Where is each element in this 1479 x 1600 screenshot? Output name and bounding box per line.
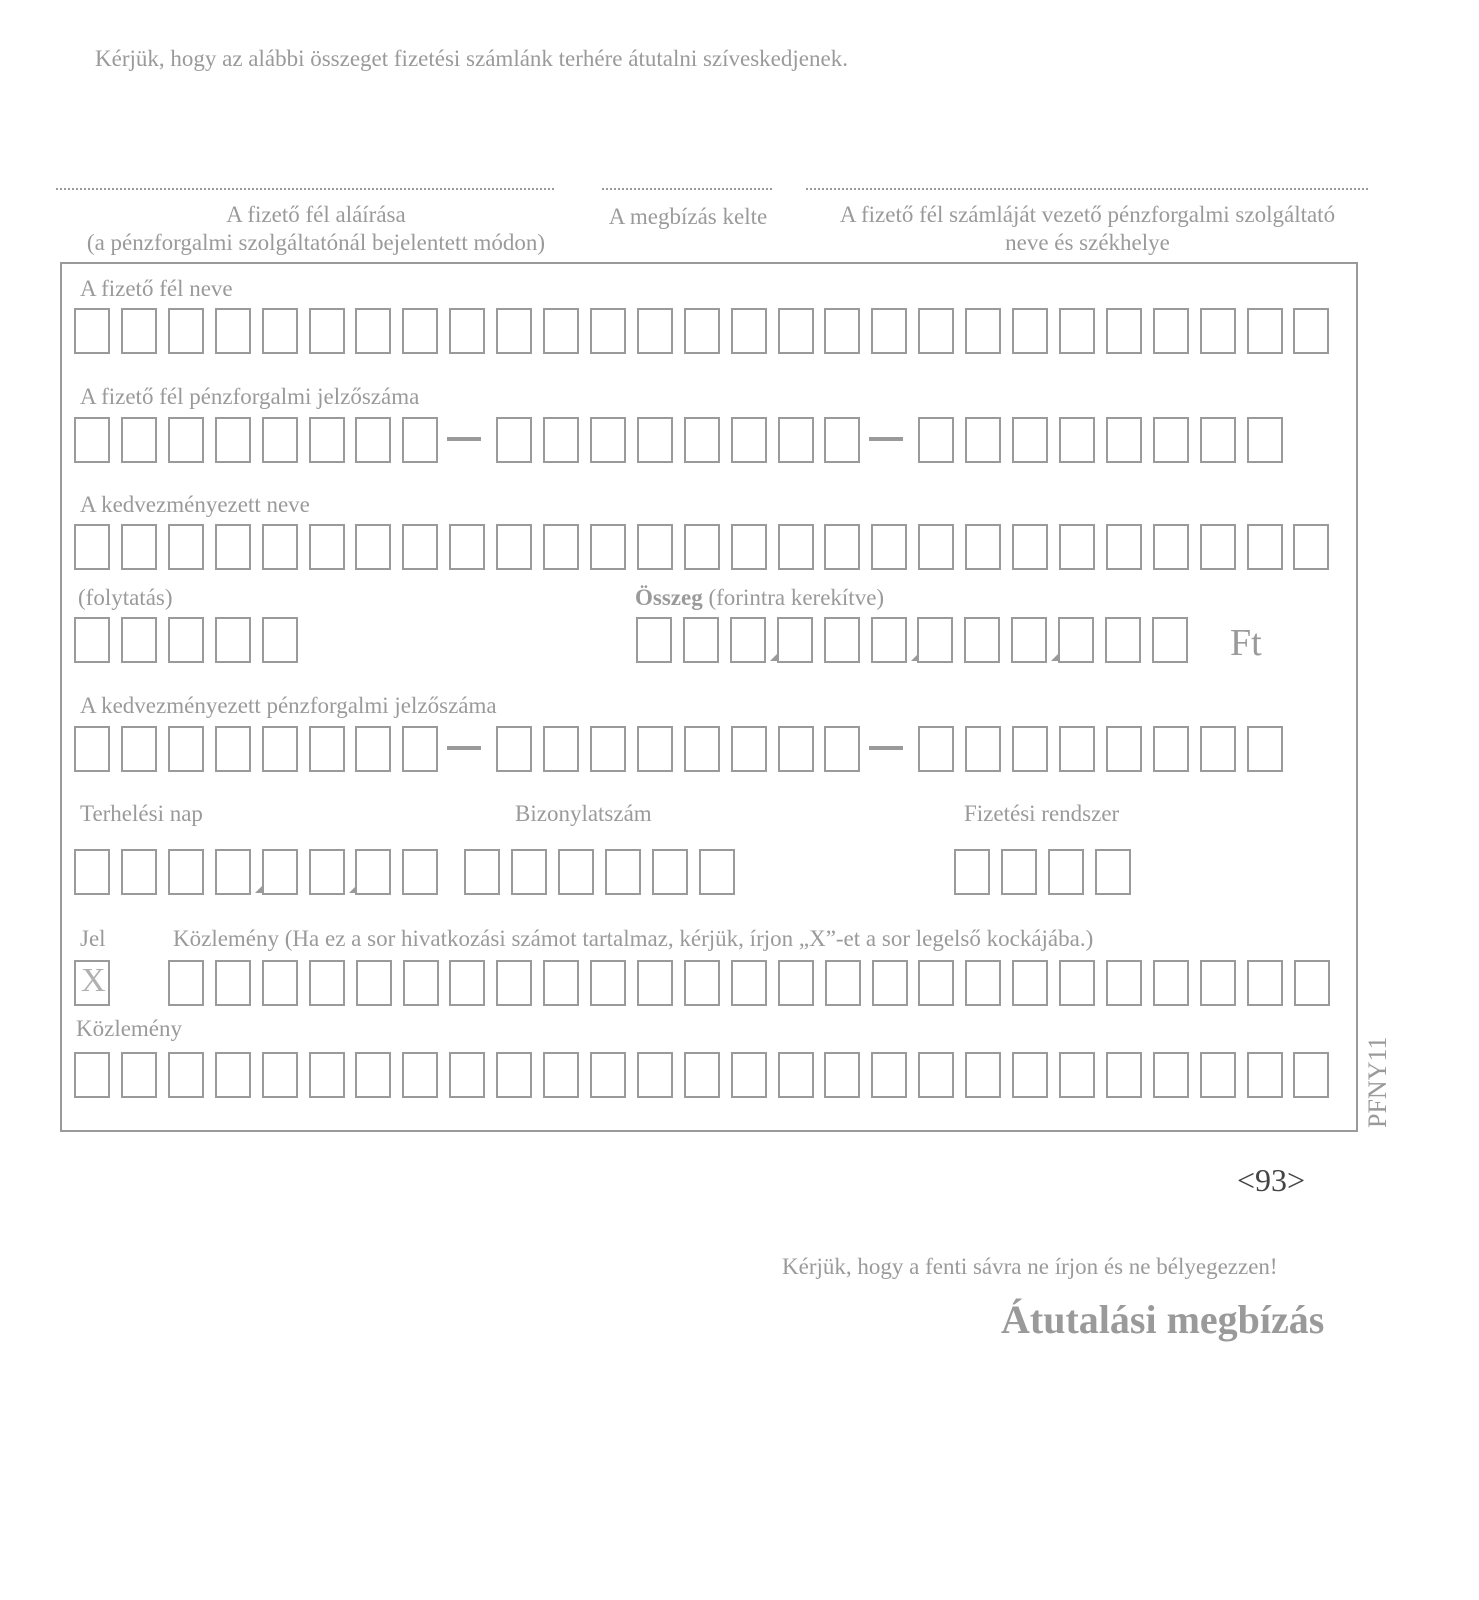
debit-day-cell[interactable]: [262, 849, 298, 895]
payer-name-cell[interactable]: [496, 308, 532, 354]
amount-label-rest: (forintra kerekítve): [708, 585, 885, 610]
beneficiary-account-cell[interactable]: [1153, 726, 1189, 772]
remittance-cell[interactable]: [449, 1052, 485, 1098]
beneficiary-account-cell[interactable]: [778, 726, 814, 772]
beneficiary-name-cell[interactable]: [778, 524, 814, 570]
remittance-cell[interactable]: [684, 1052, 720, 1098]
amount-cell[interactable]: [917, 617, 953, 663]
payer-account-cell[interactable]: [1106, 417, 1142, 463]
beneficiary-name-cell[interactable]: [637, 524, 673, 570]
amount-cell[interactable]: [1105, 617, 1141, 663]
form-code: PFNY11: [1363, 1036, 1392, 1128]
payer-account-cell[interactable]: [731, 417, 767, 463]
remittance-cell[interactable]: [309, 960, 345, 1006]
payer-name-cell[interactable]: [168, 308, 204, 354]
document-number-cell[interactable]: [605, 849, 641, 895]
remittance-cell[interactable]: [215, 1052, 251, 1098]
payer-account-cell[interactable]: [1012, 417, 1048, 463]
document-number-cell[interactable]: [558, 849, 594, 895]
beneficiary-name-cell[interactable]: [1106, 524, 1142, 570]
signature-label: [56, 203, 576, 254]
beneficiary-name-cell[interactable]: [1059, 524, 1095, 570]
beneficiary-name-cell[interactable]: [543, 524, 579, 570]
payer-account-cell[interactable]: [1200, 417, 1236, 463]
beneficiary-name-cell[interactable]: [121, 524, 157, 570]
remittance-cell[interactable]: [1012, 960, 1048, 1006]
beneficiary-name-cell[interactable]: [168, 524, 204, 570]
remittance-cell[interactable]: [778, 1052, 814, 1098]
payer-account-cell[interactable]: [778, 417, 814, 463]
beneficiary-name-cell[interactable]: [74, 524, 110, 570]
continuation-cell[interactable]: [262, 617, 298, 663]
beneficiary-account-cell[interactable]: [496, 726, 532, 772]
remittance-cell[interactable]: [262, 1052, 298, 1098]
bank-label-line1: A fizető fél számláját vezető pénzforgalmi szolgáltató: [839, 202, 1336, 227]
payer-account-cell[interactable]: [1059, 417, 1095, 463]
beneficiary-account-cell[interactable]: [309, 726, 345, 772]
debit-day-cell[interactable]: [121, 849, 157, 895]
payer-account-cell[interactable]: [543, 417, 579, 463]
payer-account-cell[interactable]: [121, 417, 157, 463]
remittance-cell[interactable]: [215, 960, 251, 1006]
remittance-cell[interactable]: [1012, 1052, 1048, 1098]
amount-cell[interactable]: [1152, 617, 1188, 663]
payment-system-label: Fizetési rendszer: [964, 801, 1120, 826]
amount-cell[interactable]: [683, 617, 719, 663]
payment-system-cell[interactable]: [1001, 849, 1037, 895]
beneficiary-name-cell[interactable]: [1247, 524, 1283, 570]
remittance-cell[interactable]: [543, 1052, 579, 1098]
remittance-cell[interactable]: [824, 1052, 860, 1098]
continuation-cell[interactable]: [121, 617, 157, 663]
bank-label: [800, 203, 1375, 254]
remittance-cell[interactable]: [590, 1052, 626, 1098]
remittance-cell[interactable]: [262, 960, 298, 1006]
payer-account-cell[interactable]: [684, 417, 720, 463]
payment-system-cell[interactable]: [1095, 849, 1131, 895]
signature-line[interactable]: [56, 188, 554, 190]
amount-cell[interactable]: [636, 617, 672, 663]
amount-label-bold: Összeg: [635, 585, 703, 610]
beneficiary-account-label: A kedvezményezett pénzforgalmi jelzőszáma: [80, 693, 497, 718]
remittance-cell[interactable]: [356, 960, 392, 1006]
remittance-cell[interactable]: [1106, 1052, 1142, 1098]
payer-name-cell[interactable]: [1059, 308, 1095, 354]
remittance-cell[interactable]: [731, 960, 767, 1006]
remittance-cell[interactable]: [496, 960, 532, 1006]
remittance-cell[interactable]: [1106, 960, 1142, 1006]
payer-name-cell[interactable]: [1293, 308, 1329, 354]
jel-label: Jel: [80, 926, 106, 951]
payer-account-label: A fizető fél pénzforgalmi jelzőszáma: [80, 384, 420, 409]
beneficiary-name-cell[interactable]: [355, 524, 391, 570]
payer-name-cell[interactable]: [1200, 308, 1236, 354]
account-dash-separator: [447, 437, 481, 441]
continuation-cell[interactable]: [215, 617, 251, 663]
beneficiary-account-cell[interactable]: [543, 726, 579, 772]
payer-account-cell[interactable]: [402, 417, 438, 463]
remittance-cell[interactable]: [1247, 1052, 1283, 1098]
payer-account-cell[interactable]: [824, 417, 860, 463]
remittance-cell[interactable]: [825, 960, 861, 1006]
beneficiary-account-cell[interactable]: [1106, 726, 1142, 772]
payer-account-cell[interactable]: [637, 417, 673, 463]
payer-name-cell[interactable]: [590, 308, 626, 354]
payer-account-cell[interactable]: [1247, 417, 1283, 463]
signature-label-line1: A fizető fél aláírása: [226, 202, 406, 227]
payer-name-cell[interactable]: [262, 308, 298, 354]
footer-note: Kérjük, hogy a fenti sávra ne írjon és ne bélyegezzen!: [782, 1254, 1278, 1279]
payer-account-cell[interactable]: [965, 417, 1001, 463]
payer-name-cell[interactable]: [309, 308, 345, 354]
beneficiary-name-cell[interactable]: [402, 524, 438, 570]
beneficiary-account-cell[interactable]: [637, 726, 673, 772]
beneficiary-name-cell[interactable]: [1293, 524, 1329, 570]
amount-cell[interactable]: [824, 617, 860, 663]
amount-cell[interactable]: [1058, 617, 1094, 663]
payer-account-cell[interactable]: [496, 417, 532, 463]
payer-name-cell[interactable]: [1012, 308, 1048, 354]
remittance-cell[interactable]: [449, 960, 485, 1006]
payer-account-cell[interactable]: [309, 417, 345, 463]
beneficiary-name-cell[interactable]: [1153, 524, 1189, 570]
payer-account-cell[interactable]: [262, 417, 298, 463]
payer-name-cell[interactable]: [215, 308, 251, 354]
document-number-label: Bizonylatszám: [515, 801, 652, 826]
beneficiary-name-cell[interactable]: [496, 524, 532, 570]
remittance-cell[interactable]: [402, 1052, 438, 1098]
payer-name-cell[interactable]: [965, 308, 1001, 354]
remittance-cell[interactable]: [918, 960, 954, 1006]
beneficiary-account-cell[interactable]: [824, 726, 860, 772]
debit-day-cell[interactable]: [355, 849, 391, 895]
beneficiary-account-cell[interactable]: [590, 726, 626, 772]
beneficiary-account-cell[interactable]: [215, 726, 251, 772]
payer-name-cell[interactable]: [402, 308, 438, 354]
payer-name-cell[interactable]: [449, 308, 485, 354]
remittance-cell[interactable]: [543, 960, 579, 1006]
beneficiary-account-cell[interactable]: [1012, 726, 1048, 772]
beneficiary-name-cell[interactable]: [449, 524, 485, 570]
currency-label: Ft: [1230, 622, 1262, 664]
beneficiary-name-cell[interactable]: [871, 524, 907, 570]
beneficiary-name-cell[interactable]: [731, 524, 767, 570]
remittance-cell[interactable]: [1059, 960, 1095, 1006]
amount-cell[interactable]: [777, 617, 813, 663]
debit-day-cell[interactable]: [168, 849, 204, 895]
payer-name-cell[interactable]: [543, 308, 579, 354]
jel-x-mark: X: [81, 962, 106, 999]
continuation-cell[interactable]: [74, 617, 110, 663]
beneficiary-name-cell[interactable]: [918, 524, 954, 570]
payer-name-cell[interactable]: [355, 308, 391, 354]
remittance-cell[interactable]: [1200, 960, 1236, 1006]
payer-account-cell[interactable]: [168, 417, 204, 463]
beneficiary-account-cell[interactable]: [262, 726, 298, 772]
payer-account-cell[interactable]: [74, 417, 110, 463]
payer-name-cell[interactable]: [74, 308, 110, 354]
remittance-cell[interactable]: [590, 960, 626, 1006]
remittance-cell[interactable]: [74, 1052, 110, 1098]
remittance-cell[interactable]: [684, 960, 720, 1006]
debit-day-cell[interactable]: [309, 849, 345, 895]
beneficiary-name-cell[interactable]: [824, 524, 860, 570]
beneficiary-name-cell[interactable]: [684, 524, 720, 570]
document-number-cell[interactable]: [652, 849, 688, 895]
payer-name-cell[interactable]: [1106, 308, 1142, 354]
amount-cell[interactable]: [730, 617, 766, 663]
payer-name-cell[interactable]: [778, 308, 814, 354]
remittance-cell[interactable]: [121, 1052, 157, 1098]
date-line[interactable]: [602, 188, 772, 190]
account-dash-separator: [869, 746, 903, 750]
payer-account-cell[interactable]: [215, 417, 251, 463]
beneficiary-account-cell[interactable]: [1200, 726, 1236, 772]
beneficiary-name-cell[interactable]: [590, 524, 626, 570]
remittance-cell[interactable]: [168, 960, 204, 1006]
signature-label-line2: (a pénzforgalmi szolgáltatónál bejelentett módon): [86, 230, 546, 255]
remittance-cell[interactable]: [403, 960, 439, 1006]
amount-label: [635, 586, 884, 609]
beneficiary-name-cell[interactable]: [965, 524, 1001, 570]
remittance-cell[interactable]: [1153, 1052, 1189, 1098]
bank-line[interactable]: [806, 188, 1368, 190]
payer-name-cell[interactable]: [637, 308, 673, 354]
beneficiary-name-cell[interactable]: [1012, 524, 1048, 570]
debit-day-cell[interactable]: [215, 849, 251, 895]
amount-cell[interactable]: [964, 617, 1000, 663]
payer-name-cell[interactable]: [871, 308, 907, 354]
payer-name-cell[interactable]: [824, 308, 860, 354]
beneficiary-account-cell[interactable]: [355, 726, 391, 772]
beneficiary-account-cell[interactable]: [74, 726, 110, 772]
remittance-cell[interactable]: [918, 1052, 954, 1098]
remittance-cell[interactable]: [1153, 960, 1189, 1006]
beneficiary-account-cell[interactable]: [168, 726, 204, 772]
beneficiary-account-cell[interactable]: [1059, 726, 1095, 772]
payer-name-cell[interactable]: [731, 308, 767, 354]
payment-system-cell[interactable]: [1048, 849, 1084, 895]
payer-name-label: A fizető fél neve: [80, 276, 233, 301]
remittance-cell[interactable]: [637, 1052, 673, 1098]
bank-label-line2: neve és székhelye: [1005, 230, 1170, 255]
document-number-cell[interactable]: [511, 849, 547, 895]
remittance-label-1: Közlemény (Ha ez a sor hivatkozási számot tartalmaz, kérjük, írjon „X”-et a sor legelső kockájába.): [173, 926, 1094, 951]
remittance-label-2: Közlemény: [76, 1016, 183, 1041]
beneficiary-account-cell[interactable]: [402, 726, 438, 772]
beneficiary-name-label: A kedvezményezett neve: [80, 492, 310, 517]
remittance-cell[interactable]: [872, 960, 908, 1006]
remittance-cell[interactable]: [637, 960, 673, 1006]
remittance-cell[interactable]: [731, 1052, 767, 1098]
beneficiary-account-cell[interactable]: [965, 726, 1001, 772]
remittance-cell[interactable]: [355, 1052, 391, 1098]
page-number: <93>: [1237, 1162, 1306, 1198]
account-dash-separator: [447, 746, 481, 750]
beneficiary-name-cell[interactable]: [262, 524, 298, 570]
remittance-cell[interactable]: [309, 1052, 345, 1098]
beneficiary-account-cell[interactable]: [918, 726, 954, 772]
debit-day-cell[interactable]: [74, 849, 110, 895]
debit-day-cell[interactable]: [402, 849, 438, 895]
beneficiary-account-cell[interactable]: [1247, 726, 1283, 772]
beneficiary-name-cell[interactable]: [1200, 524, 1236, 570]
remittance-cell[interactable]: [1059, 1052, 1095, 1098]
amount-cell[interactable]: [1011, 617, 1047, 663]
payer-name-cell[interactable]: [1247, 308, 1283, 354]
remittance-cell[interactable]: [1293, 1052, 1329, 1098]
payment-system-cell[interactable]: [954, 849, 990, 895]
remittance-cell[interactable]: [168, 1052, 204, 1098]
beneficiary-account-cell[interactable]: [684, 726, 720, 772]
continuation-label: (folytatás): [78, 585, 173, 610]
beneficiary-name-cell[interactable]: [215, 524, 251, 570]
remittance-cell[interactable]: [965, 1052, 1001, 1098]
date-label: A megbízás kelte: [608, 204, 768, 229]
payer-name-cell[interactable]: [1153, 308, 1189, 354]
payer-name-cell[interactable]: [918, 308, 954, 354]
document-number-cell[interactable]: [699, 849, 735, 895]
payer-account-cell[interactable]: [355, 417, 391, 463]
debit-day-label: Terhelési nap: [80, 801, 203, 826]
continuation-cell[interactable]: [168, 617, 204, 663]
payer-account-cell[interactable]: [1153, 417, 1189, 463]
payer-name-cell[interactable]: [121, 308, 157, 354]
remittance-cell[interactable]: [1200, 1052, 1236, 1098]
amount-cell[interactable]: [871, 617, 907, 663]
remittance-cell[interactable]: [496, 1052, 532, 1098]
beneficiary-name-cell[interactable]: [309, 524, 345, 570]
beneficiary-account-cell[interactable]: [731, 726, 767, 772]
remittance-cell[interactable]: [1294, 960, 1330, 1006]
remittance-cell[interactable]: [965, 960, 1001, 1006]
account-dash-separator: [869, 437, 903, 441]
payer-name-cell[interactable]: [684, 308, 720, 354]
instruction-text: Kérjük, hogy az alábbi összeget fizetési számlánk terhére átutalni szíveskedjenek.: [95, 46, 848, 71]
remittance-cell[interactable]: [1247, 960, 1283, 1006]
payer-account-cell[interactable]: [590, 417, 626, 463]
beneficiary-account-cell[interactable]: [121, 726, 157, 772]
remittance-cell[interactable]: [778, 960, 814, 1006]
document-number-cell[interactable]: [464, 849, 500, 895]
document-title: Átutalási megbízás: [1001, 1297, 1325, 1342]
remittance-cell[interactable]: [871, 1052, 907, 1098]
payer-account-cell[interactable]: [918, 417, 954, 463]
